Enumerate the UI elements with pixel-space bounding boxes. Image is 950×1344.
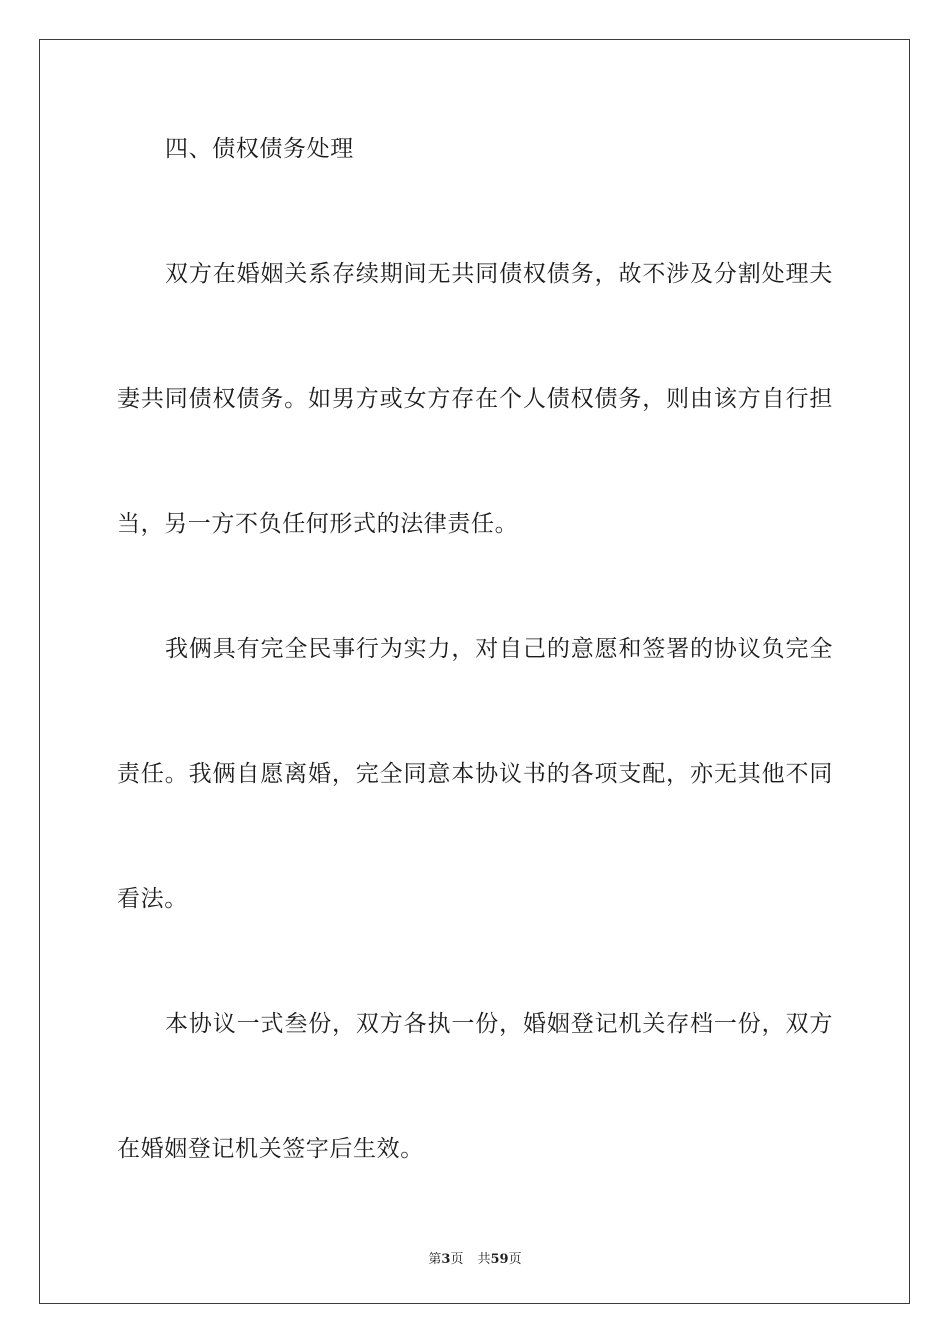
page-footer (0, 1248, 950, 1267)
footer-page-suffix: 页 (450, 1252, 464, 1267)
page-frame (39, 39, 910, 1304)
paragraph-2-line-1: 我俩具有完全民事行为实力，对自己的意愿和签署的协议负完全 (165, 636, 833, 662)
footer-total-suffix: 页 (508, 1252, 522, 1267)
paragraph-2-line-2: 责任。我俩自愿离婚，完全同意本协议书的各项支配，亦无其他不同 (117, 761, 833, 787)
paragraph-3-line-1: 本协议一式叁份，双方各执一份，婚姻登记机关存档一份，双方 (165, 1011, 833, 1037)
paragraph-3-line-2: 在婚姻登记机关签字后生效。 (117, 1136, 424, 1162)
paragraph-1-line-3: 当，另一方不负任何形式的法律责任。 (117, 511, 519, 537)
total-pages-number: 59 (490, 1252, 509, 1267)
paragraph-1-line-1: 双方在婚姻关系存续期间无共同债权债务，故不涉及分割处理夫 (165, 261, 833, 287)
paragraph-1-line-2: 妻共同债权债务。如男方或女方存在个人债权债务，则由该方自行担 (117, 386, 833, 412)
footer-total-prefix: 共 (477, 1252, 491, 1267)
current-page-number: 3 (441, 1252, 451, 1267)
paragraph-2-line-3: 看法。 (117, 886, 188, 912)
footer-prefix: 第 (428, 1252, 442, 1267)
section-heading: 四、债权债务处理 (165, 136, 354, 162)
